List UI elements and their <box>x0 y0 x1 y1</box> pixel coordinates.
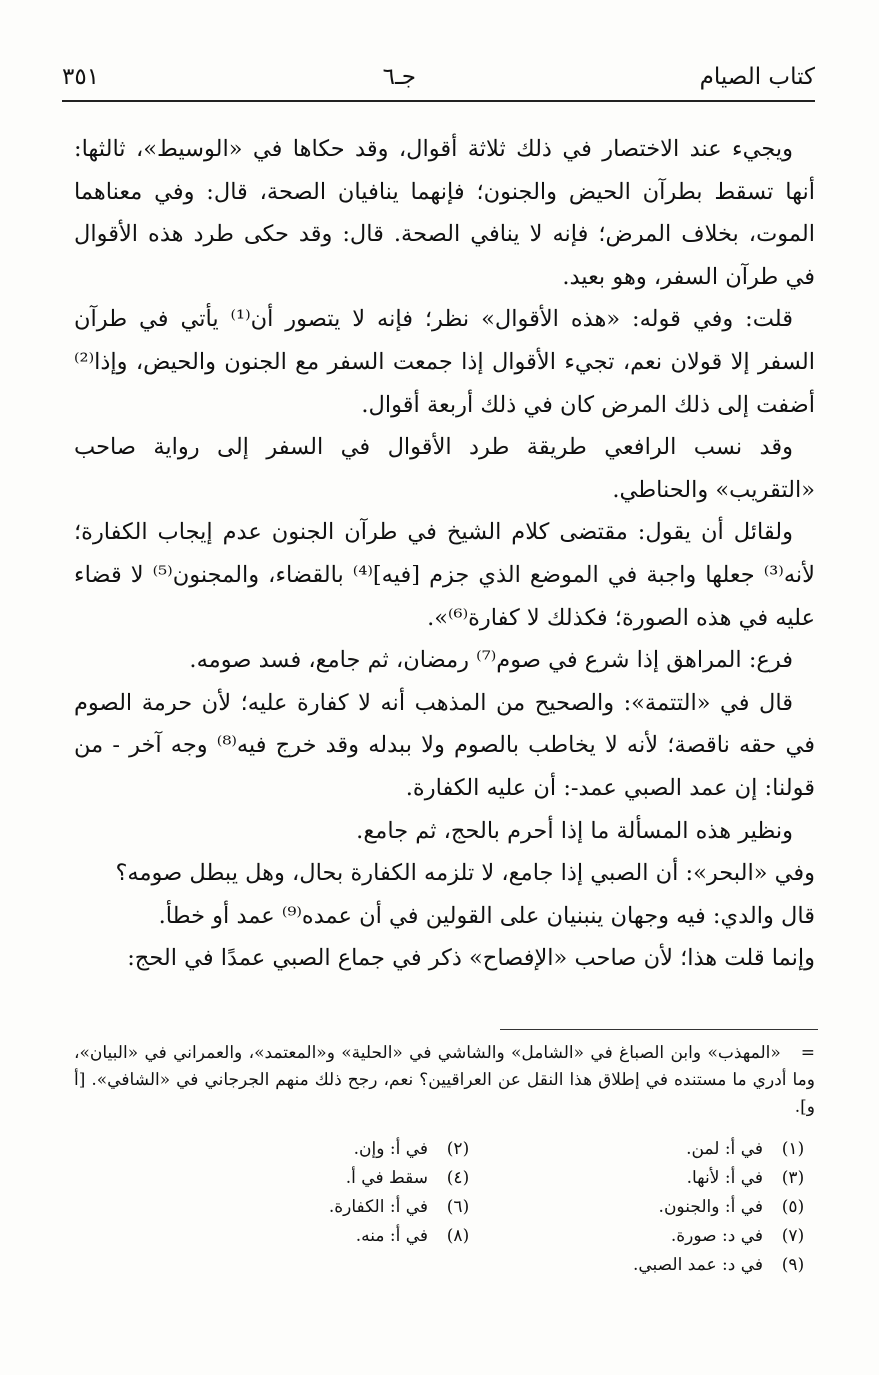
continuation-marker: = <box>800 1043 815 1063</box>
paragraph: وإنما قلت هذا؛ لأن صاحب «الإفصاح» ذكر في جماع الصبي عمدًا في الحج: <box>127 945 815 972</box>
footnote-text: في أ: لأنها. <box>686 1168 763 1188</box>
footnote-number: (١) <box>781 1139 805 1159</box>
paragraph: قلت: وفي قوله: «هذه الأقوال» نظر؛ فإنه لا يتصور أن⁽¹⁾ يأتي في طرآن السفر إلا قولان نعم، تجيء الأقوال إذا جمعت السفر مع الجنون والحيض، وإذا⁽²⁾ أضفت إلى ذلك المرض كان في ذلك أربعة أقوال. <box>74 306 815 418</box>
page-number: ٣٥١ <box>62 64 100 90</box>
footnote-item <box>74 1164 480 1193</box>
footnote-divider <box>500 1029 818 1030</box>
footnote-number: (٥) <box>781 1197 805 1217</box>
footnote-text: سقط في أ. <box>345 1168 428 1188</box>
footnote-number: (٣) <box>781 1168 805 1188</box>
footnote-item <box>480 1193 815 1222</box>
main-text <box>74 128 815 980</box>
paragraph: وفي «البحر»: أن الصبي إذا جامع، لا تلزمه الكفارة بحال، وهل يبطل صومه؟ <box>115 860 815 887</box>
footnote-text: في د: صورة. <box>670 1226 763 1246</box>
paragraph: فرع: المراهق إذا شرع في صوم⁽⁷⁾ رمضان، ثم جامع، فسد صومه. <box>189 647 793 674</box>
footnote-item <box>480 1251 815 1280</box>
footnote-number: (٧) <box>781 1226 805 1246</box>
footnote-number: (٤) <box>446 1168 470 1188</box>
footnote-item <box>480 1222 815 1251</box>
footnote-number: (٦) <box>446 1197 470 1217</box>
paragraph: ويجيء عند الاختصار في ذلك ثلاثة أقوال، وقد حكاها في «الوسيط»، ثالثها: أنها تسقط بطرآن الحيض والجنون؛ فإنهما ينافيان الصحة، قال: وفي معناهما الموت، بخلاف المرض؛ فإنه لا ينافي الصحة. قال: وقد حكى طرد هذه الأقوال في طرآن السفر، وهو بعيد. <box>74 136 815 290</box>
paragraph: قال في «التتمة»: والصحيح من المذهب أنه لا كفارة عليه؛ لأن حرمة الصوم في حقه ناقصة؛ لأنه لا يخاطب بالصوم ولا ببدله وقد خرج فيه⁽⁸⁾ وجه آخر - من قولنا: إن عمد الصبي عمد-: أن عليه الكفارة. <box>74 689 815 801</box>
book-title: كتاب الصيام <box>699 64 815 90</box>
footnote-text: في أ: لمن. <box>686 1139 763 1159</box>
footnote-text: في د: عمد الصبي. <box>632 1255 763 1275</box>
footnote-continuation <box>74 1040 815 1121</box>
paragraph: ولقائل أن يقول: مقتضى كلام الشيخ في طرآن الجنون عدم إيجاب الكفارة؛ لأنه⁽³⁾ جعلها واجبة في الموضع الذي جزم [فيه]⁽⁴⁾ بالقضاء، والمجنون⁽⁵⁾ لا قضاء عليه في هذه الصورة؛ فكذلك لا كفارة⁽⁶⁾». <box>74 519 815 631</box>
header-divider <box>62 100 815 102</box>
footnote-text: في أ: والجنون. <box>658 1197 763 1217</box>
footnote-text: في أ: وإن. <box>353 1139 428 1159</box>
footnote-text: في أ: الكفارة. <box>328 1197 428 1217</box>
page-header <box>62 60 815 94</box>
volume-label: جـ٦ <box>382 64 416 90</box>
footnote-item <box>480 1135 815 1164</box>
footnote-number: (٨) <box>446 1226 470 1246</box>
continuation-text: «المهذب» وابن الصباغ في «الشامل» والشاشي في «الحلية» و«المعتمد»، والعمراني في «البيان»، وما أدري ما مستنده في إطلاق هذا النقل عن العراقيين؟ نعم، رجح ذلك منهم الجرجاني في «الشافي». [أ و]. <box>74 1043 815 1117</box>
footnote-item <box>74 1135 480 1164</box>
paragraph: قال والدي: فيه وجهان ينبنيان على القولين في أن عمده⁽⁹⁾ عمد أو خطأ. <box>158 902 815 929</box>
footnote-number: (٢) <box>446 1139 470 1159</box>
footnotes <box>74 1135 815 1280</box>
footnote-text: في أ: منه. <box>355 1226 428 1246</box>
footnote-number: (٩) <box>781 1255 805 1275</box>
footnote-item <box>74 1193 480 1222</box>
paragraph: ونظير هذه المسألة ما إذا أحرم بالحج، ثم جامع. <box>356 817 793 844</box>
paragraph: وقد نسب الرافعي طريقة طرد الأقوال في السفر إلى رواية صاحب «التقريب» والحناطي. <box>74 434 815 503</box>
footnote-item <box>480 1164 815 1193</box>
footnote-item <box>74 1222 480 1251</box>
